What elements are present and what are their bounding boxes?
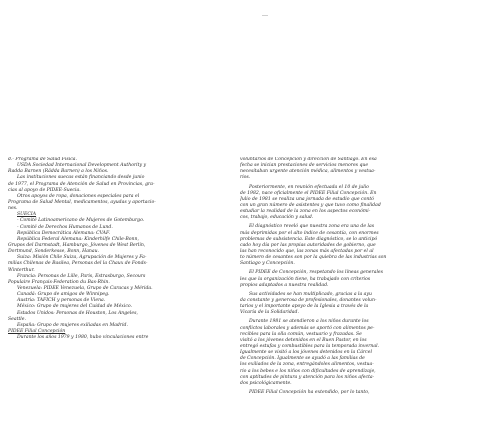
text-line: Julio de 1981 se realiza una jornada de estudio que contó <box>240 196 374 202</box>
text-line: Santiago y Concepción. <box>240 261 295 267</box>
text-line: conflictos laborales y además se aportó con alimentos pe- <box>240 325 375 331</box>
text-line: Seattle. <box>8 316 26 322</box>
text-line: to número de cesantes son por la quiebra de las industrias son <box>240 255 387 261</box>
text-line: Posteriormente, en reunión efectuada el 10 de julio <box>249 184 369 190</box>
text-line: Durante 1981 se atendieron a los niños durante los <box>249 319 369 325</box>
text-line: voluntarios de Concepción y dirección de Santiago. En esa <box>240 157 377 162</box>
text-line: Suiza: Misión Chile Suiza, Agrupación de Mujeres y Fa- <box>17 255 147 261</box>
text-line: propios adaptados a nuestra realidad. <box>240 282 329 288</box>
text-line: Dortmund, Sonderkesse, Bonn, Hanau. <box>8 249 100 255</box>
text-line: Vicaría de la Solidaridad. <box>240 310 299 316</box>
text-line: Austria: TAFICH y personas de Viena. <box>17 298 106 304</box>
text-line: PIDEE Filial Concepción <box>8 328 66 334</box>
text-line: República Federal Alemana: Kinderhilfe Chile-Bonn, <box>17 236 139 242</box>
text-line: Igualmente se visitó a los jóvenes detenidos en la Cárcel <box>240 350 372 356</box>
text-line: con aptitudes de pintura y atención para los niños afecta- <box>240 374 375 380</box>
left-column <box>8 157 230 341</box>
text-line: Durante los años 1979 y 1980, hubo vinculaciones entre <box>17 335 149 341</box>
text-line: nes. <box>8 206 18 212</box>
text-line: dos psicológicamente. <box>240 380 292 386</box>
text-line: entregó estufas y combustibles para la temporada invernal. <box>240 343 380 349</box>
text-line: El PIDEE de Concepción, respetando los líneas generales <box>249 270 383 276</box>
text-line: Estados Unidos: Personas de Houston, Los Angeles, <box>17 310 138 316</box>
text-line: República Democrática Alemana: CVAF. <box>17 230 110 236</box>
text-line: Otros apoyos de ropa, donaciones especiales para el <box>17 193 140 199</box>
text-line: Programa de Salud Mental, medicamentos, ayudas y aportacio- <box>8 199 156 205</box>
text-line: España: Grupo de mujeres exiliadas en Madrid. <box>17 322 128 328</box>
text-line: Venezuela: PIDEE Venezuela, Grupo de Caracas y Mérida. <box>17 285 153 291</box>
text-line: da constante y generosa de profesionales, donantes volun- <box>240 297 377 303</box>
text-line: d.- Programa de Salud Física. <box>8 157 77 162</box>
text-line: Radda Barnen (Rädda Barnen) a los Niños. <box>8 169 109 175</box>
text-line: milias Chilenas de Basilea, Personas del la Chaux de Fonds- <box>8 261 148 267</box>
text-line: Sus actividades se han multiplicado, gracias a la ayu <box>249 291 372 297</box>
text-line: México: Grupo de mujeres del Cuidad de México. <box>17 304 133 310</box>
text-line: las han reconocido que, las zonas más afectadas por el al <box>240 248 374 254</box>
text-line: cado hoy día por las propias autoridades de gobierno, que <box>240 242 376 248</box>
text-line: cias al apoyo de PIDEE-Suecia. <box>8 187 81 193</box>
text-line: con un gran número de asistentes y que tuvo como finalidad <box>240 202 381 208</box>
text-line: - Comité de Derechos Humanos de Lund. <box>17 224 113 230</box>
text-line: SUECIA <box>17 212 37 218</box>
text-line: rio a los bebes e los niños con dificultades de aprendizaje, <box>240 368 376 374</box>
text-line: problemas de subsistencia. Este diagnóstico, se lo anticipó <box>240 236 378 242</box>
text-line: más deprimidas por el alto índice de cesantía, con enormes <box>240 230 379 236</box>
text-line: visitó a los jóvenes detenidos en el Buen Pastor, en los <box>240 337 367 343</box>
text-line: Francia: Personas de Lille, Paris, Estrasburgo, Secours <box>17 273 146 279</box>
text-line: rios. <box>240 175 251 181</box>
text-line: de 1977, el Programa de Atención de Salud en Provincias, gra- <box>8 181 155 187</box>
text-line: de Concepción. Igualmente se ayudó a las familias de <box>240 356 365 362</box>
text-line: Winterthur. <box>8 267 35 273</box>
text-line: necesitaban urgente atención médica, alimentos y vestua- <box>240 169 376 175</box>
text-line: de 1982, nace oficialmente el PIDEE Filial Concepción. En <box>240 190 377 196</box>
text-line: Populaire Français-Federation du Bas-Rhin. <box>8 279 110 285</box>
text-line: los exiliados de la zona, entregándoles alimentos, vestua- <box>240 362 374 368</box>
text-line: recibles para la olla común, vestuario y frazadas. Se <box>240 331 362 337</box>
text-line: Las instituciones suecas están financiando desde junio <box>17 175 145 181</box>
text-line: fecha se inician prestaciones de servicios menores que <box>240 163 369 169</box>
text-line: cos, trabajo, educación y salud. <box>240 215 314 221</box>
right-column <box>240 157 472 396</box>
text-line: les que la organización tiene, ha trabajado con criterios <box>240 276 371 282</box>
text-line: El diagnóstico reveló que nuestra zona era una de las <box>249 224 375 230</box>
text-line: tarios y el importante apoyo de la Iglesia a través de la <box>240 304 369 310</box>
text-line: Grupos del Darmstadt, Hamburgo, Jóvenes de West Berlín, <box>8 242 146 248</box>
text-line: Canadá: Grupo de amigos de Winnipeg. <box>17 292 110 298</box>
text-line: estudiar la realidad de la zona en los aspectos económi- <box>240 209 371 215</box>
text-line: - Comité Latinoamericano de Mujeres de Gotemburgo. <box>17 218 145 224</box>
text-line: PIDEE Filial Concepción ha extendido, por lo tanto, <box>249 389 370 395</box>
text-line: USDA Sociedad Internacional Development Authority y <box>17 163 147 169</box>
scan-mark <box>262 15 268 16</box>
